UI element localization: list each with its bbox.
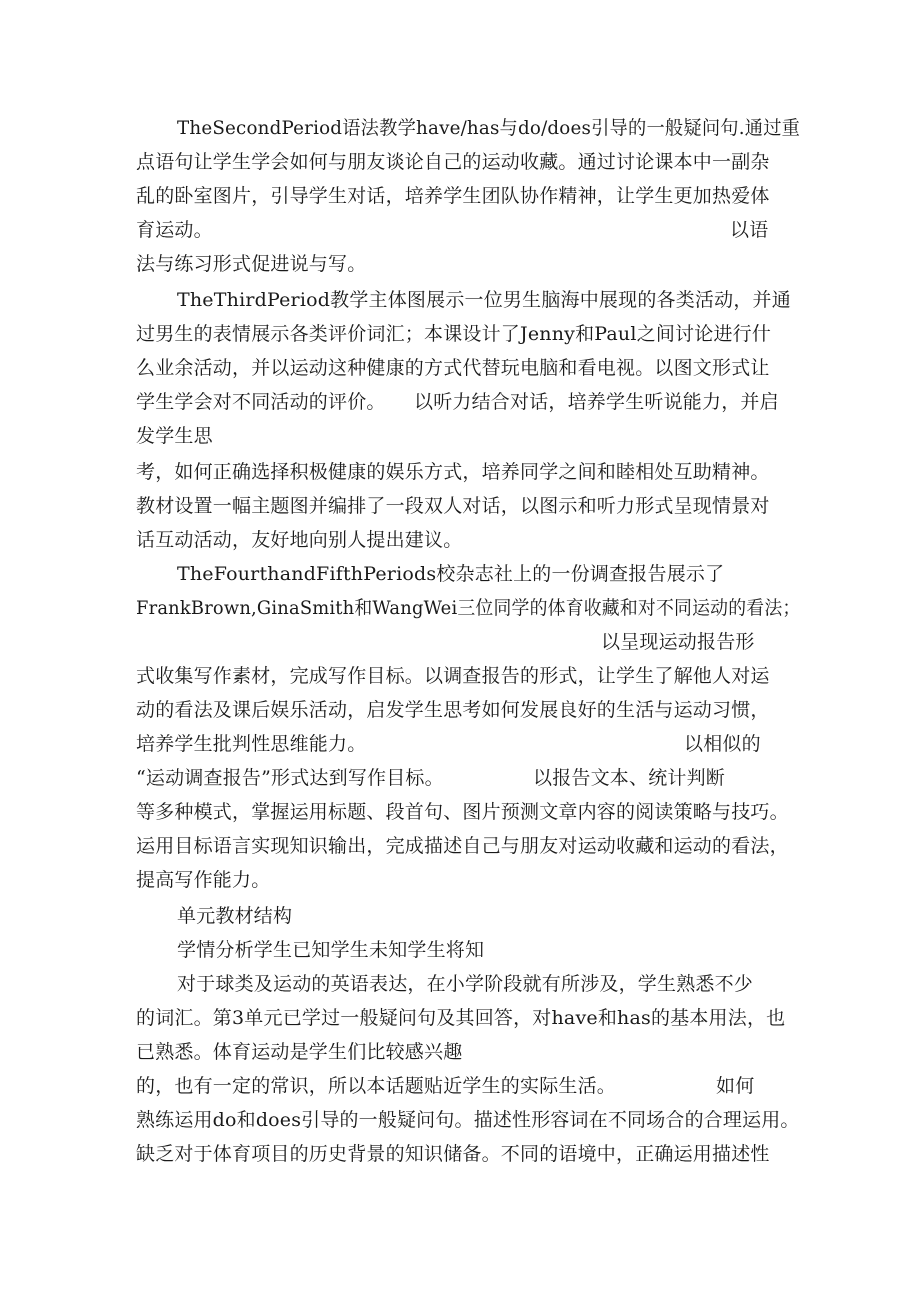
text-line-13: 考，如何正确选择积极健康的娱乐方式，培养同学之间和睦相处互助精神。 <box>136 461 770 483</box>
text-line-34: 如何 <box>716 1075 755 1097</box>
text-line-15: 话互动活动，友好地向别人提出建议。 <box>136 529 463 551</box>
text-line-25: 等多种模式，掌握运用标题、段首句、图片预测文章内容的阅读策略与技巧。 <box>136 801 789 823</box>
text-line-26: 运用目标语言实现知识输出，完成描述自己与朋友对运动收藏和运动的看法， <box>136 835 789 857</box>
text-line-7: TheThirdPeriod教学主体图展示一位男生脑海中展现的各类活动，并通 <box>177 289 791 311</box>
text-line-10: 学生学会对不同活动的评价。 <box>136 391 386 413</box>
text-line-4: 育运动。 <box>136 219 213 241</box>
text-line-17: FrankBrown,GinaSmith和WangWei三位同学的体育收藏和对不同运动的看法； <box>136 597 801 619</box>
section-heading-structure: 单元教材结构 <box>177 905 293 927</box>
text-line-30: 对于球类及运动的英语表达，在小学阶段就有所涉及，学生熟悉不少 <box>177 973 754 995</box>
text-line-11: 以听力结合对话，培养学生听说能力，并启 <box>414 391 779 413</box>
text-line-31: 的词汇。第3单元已学过一般疑问句及其回答，对have和has的基本用法，也 <box>136 1007 786 1029</box>
text-line-5: 以语 <box>730 219 769 241</box>
text-line-12: 发学生思 <box>136 425 213 447</box>
text-line-22: 以相似的 <box>684 733 761 755</box>
text-line-23: “运动调查报告”形式达到写作目标。 <box>136 767 444 789</box>
text-line-24: 以报告文本、统计判断 <box>533 767 726 789</box>
text-line-33: 的，也有一定的常识，所以本话题贴近学生的实际生活。 <box>136 1075 617 1097</box>
section-heading-analysis: 学情分析学生已知学生未知学生将知 <box>177 939 485 961</box>
text-line-21: 培养学生批判性思维能力。 <box>136 733 367 755</box>
text-line-35: 熟练运用do和does引导的一般疑问句。描述性形容词在不同场合的合理运用。 <box>136 1109 800 1131</box>
text-line-8: 过男生的表情展示各类评价词汇；本课设计了Jenny和Paul之间讨论进行什 <box>136 323 772 345</box>
text-line-1: TheSecondPeriod语法教学have/has与do/does引导的一般疑问句.通过重 <box>177 117 801 139</box>
text-line-6: 法与练习形式促进说与写。 <box>136 253 367 275</box>
text-line-19: 式收集写作素材，完成写作目标。以调查报告的形式，让学生了解他人对运 <box>136 665 770 687</box>
text-line-20: 动的看法及课后娱乐活动，启发学生思考如何发展良好的生活与运动习惯， <box>136 699 770 721</box>
text-line-36: 缺乏对于体育项目的历史背景的知识储备。不同的语境中，正确运用描述性 <box>136 1143 770 1165</box>
text-line-27: 提高写作能力。 <box>136 869 271 891</box>
text-line-16: TheFourthandFifthPeriods校杂志社上的一份调查报告展示了 <box>177 563 725 585</box>
text-line-2: 点语句让学生学会如何与朋友谈论自己的运动收藏。通过讨论课本中一副杂 <box>136 151 770 173</box>
text-line-9: 么业余活动，并以运动这种健康的方式代替玩电脑和看电视。以图文形式让 <box>136 357 770 379</box>
text-line-14: 教材设置一幅主题图并编排了一段双人对话，以图示和听力形式呈现情景对 <box>136 495 770 517</box>
text-line-18: 以呈现运动报告形 <box>601 631 755 653</box>
text-line-3: 乱的卧室图片，引导学生对话，培养学生团队协作精神，让学生更加热爱体 <box>136 185 770 207</box>
text-line-32: 已熟悉。体育运动是学生们比较感兴趣 <box>136 1041 463 1063</box>
